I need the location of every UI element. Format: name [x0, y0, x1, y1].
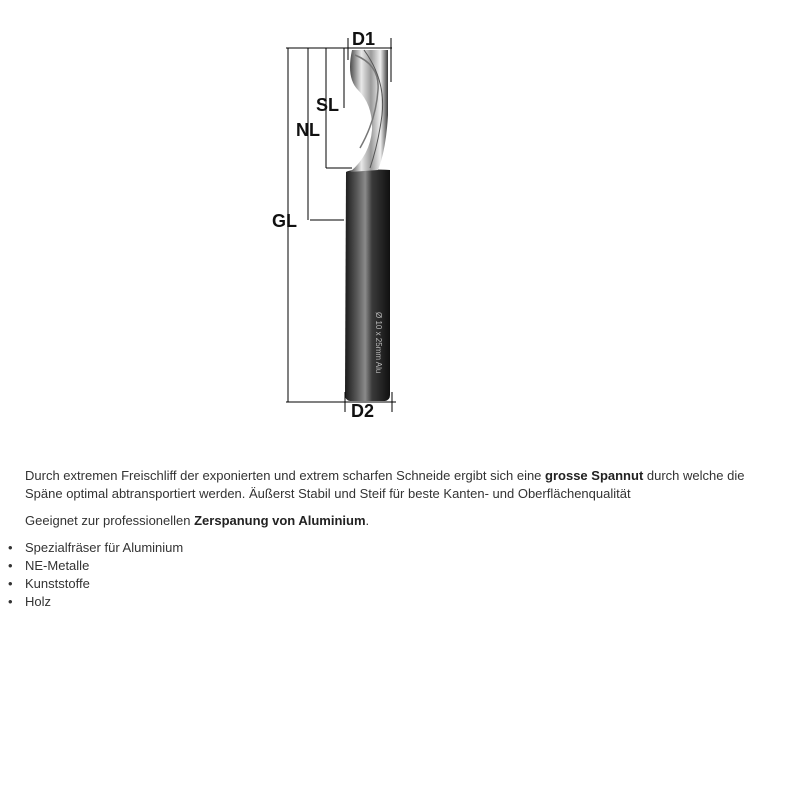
- label-sl: SL: [316, 95, 340, 115]
- description-paragraph-2: [25, 512, 785, 530]
- description-text: Durch extremen Freischliff der exponierten und extrem scharfen Schneide ergibt sich eine: [25, 468, 546, 483]
- description-text: durch welche die Späne optimal abtransportiert werden. Äußerst Stabil und Steif für beste Kanten- und Oberflächenqualität: [25, 468, 745, 501]
- product-description: [25, 467, 785, 611]
- label-d1: D1: [352, 29, 376, 49]
- label-gl: GL: [272, 211, 297, 231]
- label-nl: NL: [296, 120, 320, 140]
- description-highlight: grosse Spannut: [545, 468, 644, 483]
- tool-dimension-diagram: [260, 20, 420, 430]
- list-item: • Kunststoffe: [25, 575, 785, 593]
- label-d2: D2: [351, 401, 375, 421]
- end-mill-drawing: [260, 20, 420, 430]
- list-item: • Spezialfräser für Aluminium: [25, 539, 785, 557]
- description-text: .: [365, 513, 370, 528]
- shank-engraving: Ø 10 x 25mm Alu: [374, 312, 383, 374]
- description-paragraph-1: [25, 467, 785, 503]
- description-highlight: Zerspanung von Aluminium: [194, 513, 366, 528]
- list-item: • Holz: [25, 593, 785, 611]
- description-text: Geeignet zur professionellen: [25, 513, 195, 528]
- list-item: • NE-Metalle: [25, 557, 785, 575]
- feature-list: [25, 539, 785, 611]
